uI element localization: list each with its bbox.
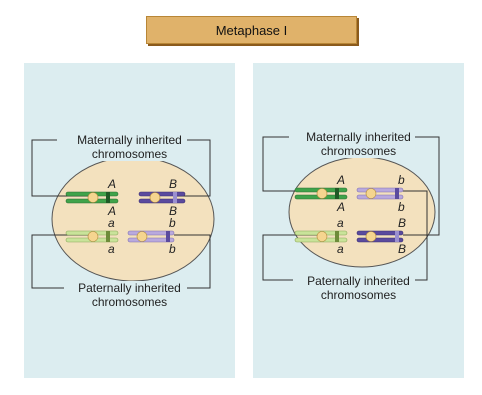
allele-purple-top: b bbox=[398, 173, 405, 187]
panel-right bbox=[253, 63, 464, 378]
allele-purple-mid1: B bbox=[169, 204, 178, 218]
maternal-label-line2: chromosomes bbox=[91, 147, 168, 161]
maternal-label-line2: chromosomes bbox=[320, 144, 397, 158]
paternal-label-line2: chromosomes bbox=[320, 288, 397, 302]
allele-purple-mid2: b bbox=[169, 216, 176, 230]
maternal-label-line1: Maternally inherited bbox=[306, 130, 411, 144]
allele-green-mid2: a bbox=[337, 216, 344, 230]
paternal-label-line1: Paternally inherited bbox=[78, 281, 181, 295]
allele-purple-top: B bbox=[169, 177, 178, 191]
allele-green-mid1: A bbox=[337, 200, 346, 214]
allele-green-bot: a bbox=[337, 242, 344, 256]
panel-right-diagram bbox=[253, 63, 464, 378]
allele-purple-mid2: B bbox=[398, 216, 407, 230]
allele-green-bot: a bbox=[108, 242, 115, 256]
stage-title: Metaphase I bbox=[146, 16, 357, 44]
allele-purple-bot: B bbox=[398, 242, 407, 256]
panel-left-diagram bbox=[24, 63, 235, 378]
allele-green-mid1: A bbox=[108, 204, 117, 218]
allele-green-top: A bbox=[337, 173, 346, 187]
allele-purple-mid1: b bbox=[398, 200, 405, 214]
cell bbox=[52, 157, 214, 281]
allele-green-top: A bbox=[108, 177, 117, 191]
maternal-label-line1: Maternally inherited bbox=[77, 133, 182, 147]
allele-purple-bot: b bbox=[169, 242, 176, 256]
paternal-label-line2: chromosomes bbox=[91, 295, 168, 309]
paternal-label-line1: Paternally inherited bbox=[307, 274, 410, 288]
allele-green-mid2: a bbox=[108, 216, 115, 230]
cell bbox=[289, 157, 435, 267]
panel-left bbox=[24, 63, 235, 378]
